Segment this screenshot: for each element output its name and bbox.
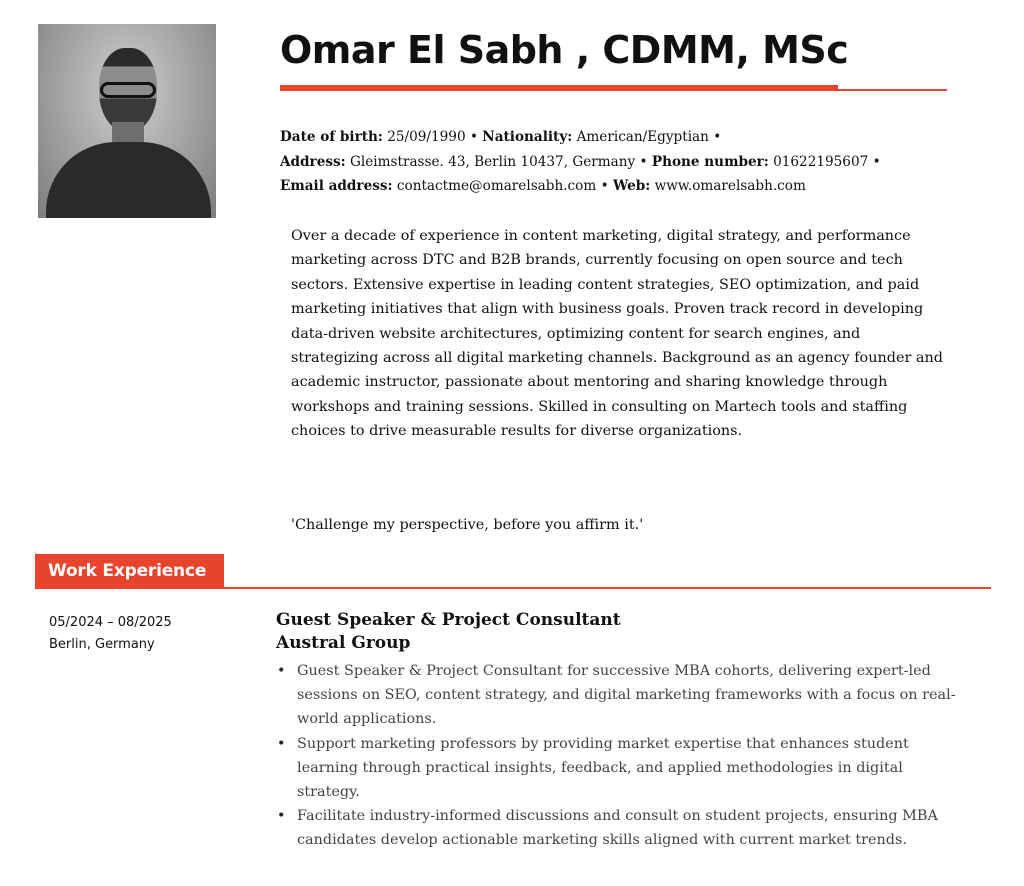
- separator: •: [872, 153, 881, 170]
- list-item: • Facilitate industry-informed discussions and consult on student projects, ensuring MBA candidates develop actionable marketing skills aligned with current market trends.: [297, 804, 957, 852]
- email-label: Email address:: [280, 178, 393, 194]
- dob-label: Date of birth:: [280, 129, 383, 145]
- section-title-work-experience: Work Experience: [35, 554, 224, 589]
- job-meta: [49, 612, 172, 656]
- section-divider: [35, 587, 991, 589]
- phone-value: 01622195607: [773, 153, 869, 170]
- web-label: Web:: [612, 178, 651, 194]
- address-value: Gleimstrasse. 43, Berlin 10437, Germany: [350, 153, 636, 170]
- web-value: www.omarelsabh.com: [654, 178, 806, 194]
- job-dates: 05/2024 – 08/2025: [49, 615, 172, 630]
- address-label: Address:: [280, 153, 346, 170]
- list-item: • Support marketing professors by providing market expertise that enhances student learning through practical insights, feedback, and applied methodologies in digital strategy.: [297, 732, 957, 805]
- job-title: Guest Speaker & Project Consultant: [276, 610, 621, 630]
- separator: •: [600, 178, 609, 194]
- job-bullets: [297, 659, 957, 853]
- candidate-name: Omar El Sabh , CDMM, MSc: [280, 28, 849, 72]
- job-company: Austral Group: [276, 633, 411, 653]
- photo-shirt: [46, 142, 211, 218]
- separator: •: [713, 129, 722, 145]
- job-location: Berlin, Germany: [49, 637, 155, 652]
- email-value: contactme@omarelsabh.com: [396, 178, 597, 194]
- nationality-value: American/Egyptian: [576, 129, 709, 145]
- personal-quote: 'Challenge my perspective, before you affirm it.': [291, 517, 644, 533]
- contact-details: [280, 125, 960, 199]
- profile-photo: [38, 24, 216, 218]
- phone-label: Phone number:: [651, 153, 769, 170]
- list-item: • Guest Speaker & Project Consultant for successive MBA cohorts, delivering expert-led sessions on SEO, content strategy, and digital marketing frameworks with a focus on real-world applications.: [297, 659, 957, 732]
- name-underline-accent: [280, 85, 838, 91]
- separator: •: [469, 129, 478, 145]
- nationality-label: Nationality:: [482, 129, 573, 145]
- dob-value: 25/09/1990: [387, 129, 466, 145]
- separator: •: [639, 153, 648, 170]
- profile-summary: Over a decade of experience in content marketing, digital strategy, and performance marketing across DTC and B2B brands, currently focusing on open source and tech sectors. Extensive expertise in leading content strategies, SEO optimization, and paid marketing initiatives that align with business goals. Proven track record in developing data-driven website architectures, optimizing content for search engines, and strategizing across all digital marketing channels. Background as an agency founder and academic instructor, passionate about mentoring and sharing knowledge through workshops and training sessions. Skilled in consulting on Martech tools and staffing choices to drive measurable results for diverse organizations.: [291, 228, 943, 440]
- photo-glasses: [100, 82, 156, 98]
